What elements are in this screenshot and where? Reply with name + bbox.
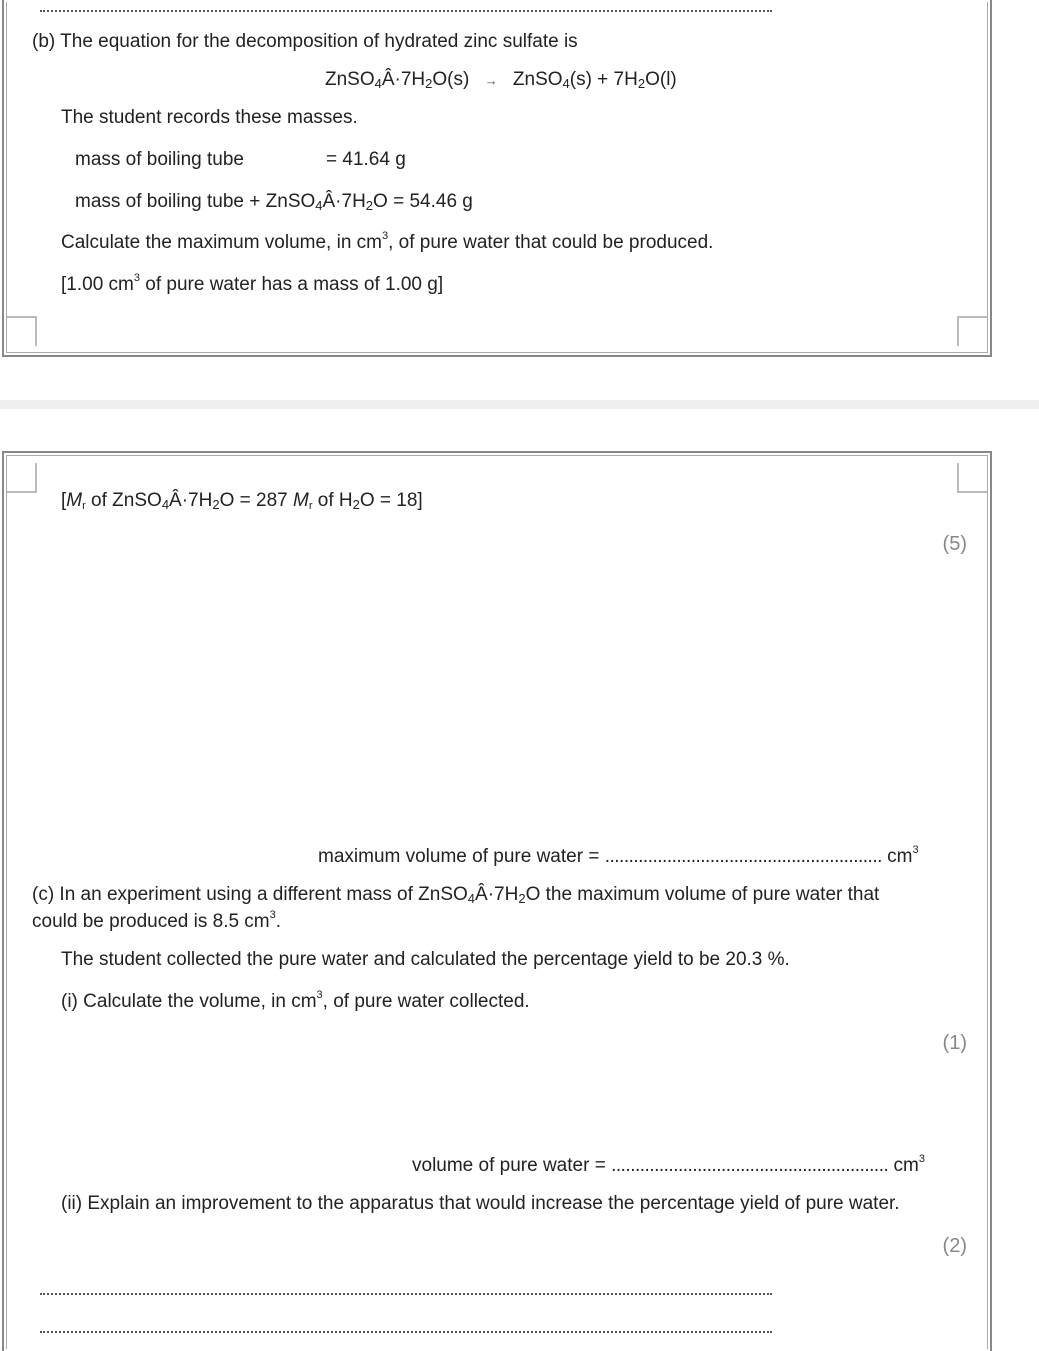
corner-mark-right (957, 316, 987, 346)
intro-text: could be produced is 8.5 cm (32, 911, 270, 932)
eq-reactant: ZnSO (325, 69, 375, 90)
intro-text: . (275, 911, 282, 932)
eq-product: O(l) (645, 69, 677, 90)
answer-line-volume[interactable] (412, 1155, 925, 1177)
mr-sub: r (82, 500, 86, 512)
answer-line-2[interactable] (40, 1331, 772, 1333)
mr-sub: 2 (212, 497, 220, 512)
answer-unit-sup: 3 (918, 1153, 925, 1165)
eq-reactant: O(s) (432, 69, 470, 90)
mr-symbol: M (293, 490, 309, 511)
answer-label: maximum volume of pure water = (318, 846, 605, 867)
answer-unit: cm (887, 846, 913, 867)
eq-sub: 4 (562, 76, 570, 91)
eq-product: ZnSO (512, 69, 563, 90)
question-panel-b (2, 0, 992, 357)
answer-line-1[interactable] (40, 1293, 772, 1295)
eq-sub: 2 (637, 76, 646, 91)
mass1-label: mass of boiling tube (75, 149, 244, 170)
marks-5: (5) (942, 533, 967, 555)
answer-unit-sup: 3 (912, 844, 919, 856)
records-text: The student records these masses. (61, 107, 358, 128)
mr-text: Â·7H (169, 490, 213, 511)
note-text: [1.00 cm (61, 274, 134, 295)
eq-reactant: Â·7H (381, 69, 426, 90)
intro-sup: 3 (269, 909, 276, 921)
answer-dots[interactable]: .......................................................... (611, 1155, 889, 1176)
intro-text: O the maximum volume of pure water that (525, 884, 880, 905)
eq-arrow: → (484, 73, 498, 88)
part-c-intro-line1 (32, 884, 879, 906)
intro-text: (c) In an experiment using a different mass of ZnSO (32, 884, 468, 905)
mr-sub: 4 (161, 497, 170, 512)
mr-text: of H (312, 490, 353, 511)
mr-text: O = 287 (219, 490, 293, 511)
answer-line-max-volume[interactable] (318, 846, 919, 868)
calc-text: Calculate the maximum volume, in cm (61, 232, 382, 253)
q1-sup: 3 (316, 989, 323, 1001)
mass2-text: Â·7H (322, 191, 366, 212)
question-c-ii: (ii) Explain an improvement to the apparatus that would increase the percentage yield of pure water. (61, 1193, 900, 1214)
answer-unit: cm (893, 1155, 919, 1176)
mr-text: of ZnSO (85, 490, 162, 511)
intro-sub: 2 (518, 891, 526, 906)
marks-2: (2) (942, 1235, 967, 1257)
intro-sub: 4 (467, 891, 476, 906)
mass2-line (75, 191, 473, 213)
note-text: of pure water has a mass of 1.00 g] (140, 274, 444, 295)
answer-label: volume of pure water = (412, 1155, 612, 1176)
intro-text: Â·7H (475, 884, 519, 905)
corner-mark-left (7, 316, 37, 346)
part-b-intro: (b) The equation for the decomposition of hydrated zinc sulfate is (32, 31, 578, 52)
mass2-sub: 2 (365, 198, 374, 213)
marks-1: (1) (942, 1032, 967, 1054)
answer-dots[interactable]: .......................................................... (604, 846, 882, 867)
calc-text: , of pure water that could be produced. (388, 232, 714, 253)
page-break (0, 400, 1039, 409)
eq-product: (s) + 7H (569, 69, 638, 90)
mr-symbol: M (66, 490, 83, 511)
note-sup: 3 (133, 272, 140, 284)
corner-mark-right (957, 463, 987, 493)
mr-sub: 2 (352, 497, 360, 512)
mr-text: O = 18] (359, 490, 423, 511)
eq-sub: 4 (374, 76, 382, 91)
reaction-equation (325, 69, 677, 91)
yield-text: The student collected the pure water and calculated the percentage yield to be 20.3 %. (61, 949, 790, 970)
mass1-value: = 41.64 g (326, 149, 406, 170)
mass2-sub: 4 (315, 198, 323, 213)
eq-sub: 2 (425, 76, 433, 91)
mass2-text: mass of boiling tube + ZnSO (75, 191, 316, 212)
relative-masses (61, 490, 423, 512)
mr-text: [ (61, 490, 67, 511)
panel-inner-border (6, 2, 988, 353)
mr-sub: r (308, 500, 313, 512)
corner-mark-left (7, 463, 37, 493)
question-c-i (61, 991, 530, 1013)
part-c-intro-line2 (32, 911, 281, 933)
mass2-text: O = 54.46 g (373, 191, 473, 212)
q1-text: (i) Calculate the volume, in cm (61, 991, 317, 1012)
water-density-note (61, 274, 443, 296)
calc-instruction (61, 232, 713, 254)
q1-text: , of pure water collected. (322, 991, 530, 1012)
calc-sup: 3 (382, 230, 389, 242)
